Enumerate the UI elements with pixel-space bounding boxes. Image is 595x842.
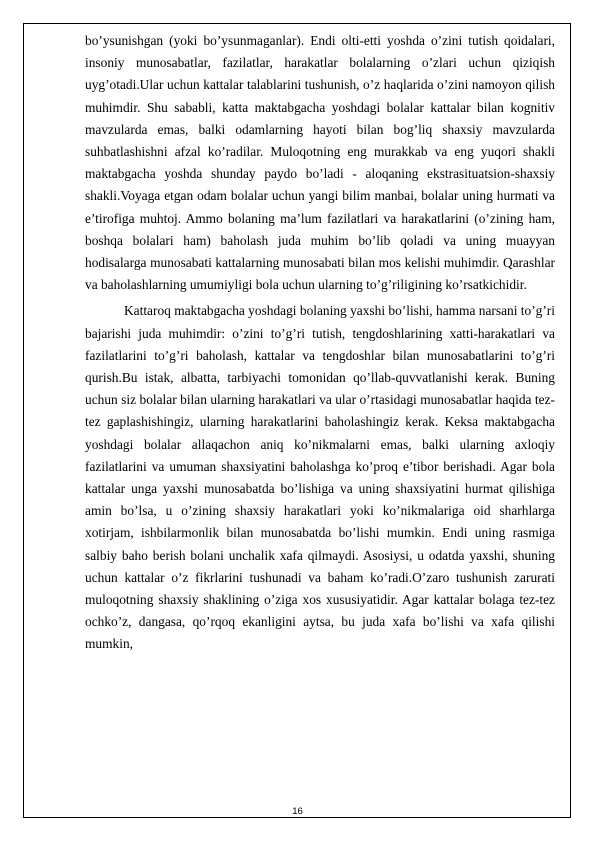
body-text (85, 30, 555, 656)
paragraph-1: bo’ysunishgan (yoki bo’ysunmaganlar). Endi olti-etti yoshda o’zini tutish qoidalari, insoniy munosabatlar, fazilatlar, harakatlar bolalarning o’zlari uchun qiziqish uyg’otadi.Ular uchun kattalar talablarini tushunish, o’z haqlarida o’zini namoyon qilish muhimdir. Shu sababli, katta maktabgacha yoshdagi bolalar kattalar bilan kognitiv mavzularda emas, balki odamlarning hayoti bilan bog’liq shaxsiy mavzularda suhbatlashishni afzal ko’radilar. Muloqotning eng murakkab va eng yuqori shakli maktabgacha yoshda shunday paydo bo’ladi - aloqaning ekstrasituatsion-shaxsiy shakli.Voyaga etgan odam bolalar uchun yangi bilim manbai, bolalar uning hurmati va e’tirofiga muhtoj. Ammo bolaning ma’lum fazilatlari va harakatlarini (o’zining ham, boshqa bolalari ham) baholash juda muhim bo’lib qoladi va uning muayyan hodisalarga munosabati kattalarning munosabati bilan mos kelishi muhimdir. Qarashlar va baholashlarning umumiyligi bola uchun ularning to’g’riligining ko’rsatkichidir. (85, 33, 555, 293)
paragraph-2: Kattaroq maktabgacha yoshdagi bolaning yaxshi bo’lishi, hamma narsani to’g’ri bajarishi juda muhimdir: o’zini to’g’ri tutish, tengdoshlarining xatti-harakatlari va fazilatlarini to’g’ri baholash, kattalar va tengdoshlar bilan munosabatlarini to’g’ri qurish.Bu istak, albatta, tarbiyachi tomonidan qo’llab-quvvatlanishi kerak. Buning uchun siz bolalar bilan ularning harakatlari va ular o’rtasidagi munosabatlar haqida tez-tez gaplashishingiz, ularning harakatlarini baholashingiz kerak. Keksa maktabgacha yoshdagi bolalar allaqachon aniq ko’nikmalarni emas, balki ularning axloqiy fazilatlarini va umuman shaxsiyatini baholashga ko’proq e’tibor berishadi. Agar bola kattalar unga yaxshi munosabatda bo’lishiga va uning shaxsiyatini hurmat qilishiga amin bo’lsa, u o’zining shaxsiy harakatlari yoki ko’nikmalariga oid sharhlarga xotirjam, ishbilarmonlik bilan munosabatda bo’lishi mumkin. Endi uning rasmiga salbiy baho berish bolani unchalik xafa qilmaydi. Asosiysi, u odatda yaxshi, shuning uchun kattalar o’z fikrlarini tushunadi va baham ko’radi.O’zaro tushunish zarurati muloqotning shaxsiy shaklining o’ziga xos xususiyatidir. Agar kattalar bolaga tez-tez ochko’z, dangasa, qo’rqoq ekanligini aytsa, bu juda xafa bo’lishi va xafa qilishi mumkin, (85, 303, 555, 652)
page-number: 16 (292, 806, 303, 817)
